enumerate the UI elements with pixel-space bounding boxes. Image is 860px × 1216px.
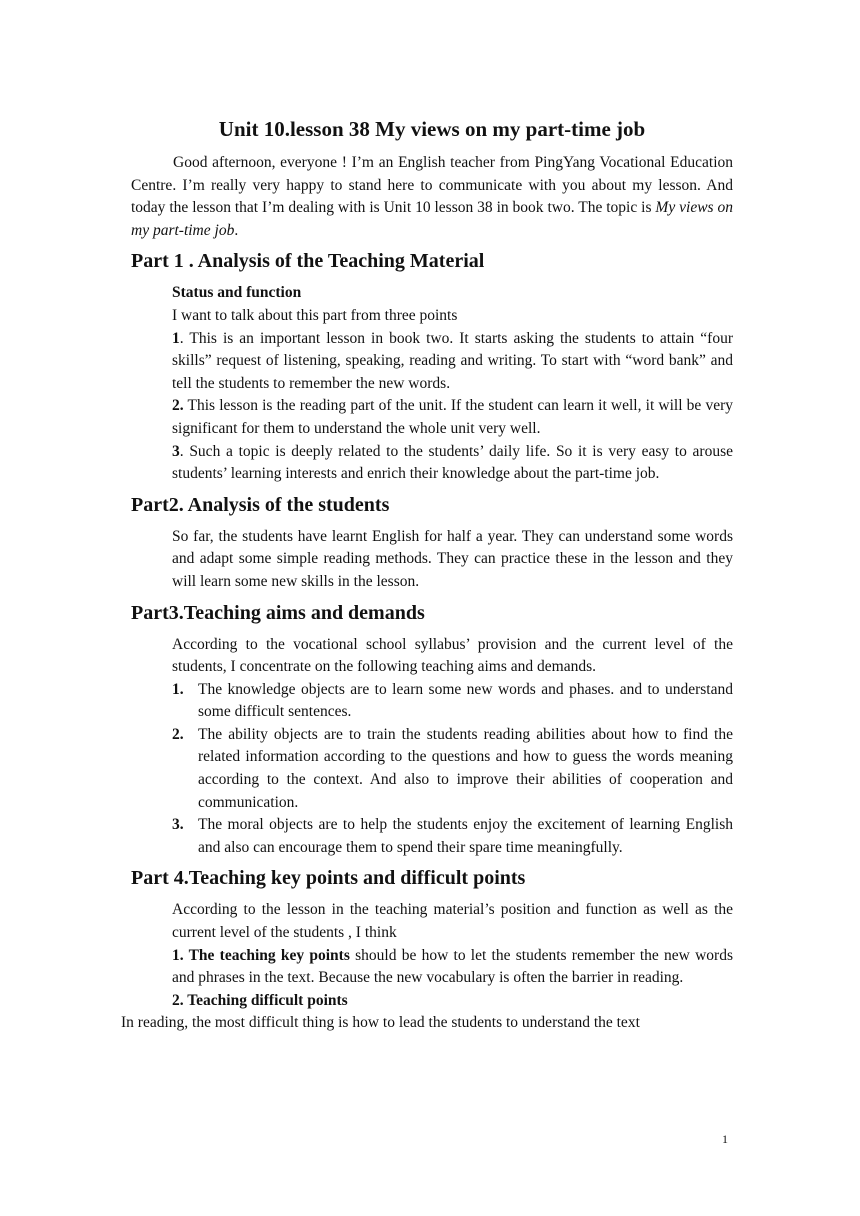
- part4-body: [131, 899, 733, 1012]
- part1-point-3: [172, 441, 733, 486]
- part3-lead: According to the vocational school syllabus’ provision and the current level of the students, I concentrate on the following teaching aims and demands.: [172, 635, 733, 676]
- list-number: 1.: [172, 680, 184, 698]
- page-number: 1: [722, 1132, 728, 1146]
- difficult-points-heading: 2. Teaching difficult points: [172, 991, 348, 1009]
- document-title: Unit 10.lesson 38 My views on my part-time job: [218, 117, 646, 141]
- part1-point-2: [172, 395, 733, 440]
- part4-lead: According to the lesson in the teaching material’s position and function as well as the current level of the students , I think: [172, 901, 733, 942]
- point-number: 2.: [172, 397, 184, 415]
- difficult-points-text: In reading, the most difficult thing is how to lead the students to understand the text: [121, 1014, 640, 1032]
- part1-subheading: Status and function: [172, 284, 302, 302]
- list-item: [172, 814, 733, 859]
- point-number: 3: [172, 442, 180, 460]
- list-number: 3.: [172, 816, 184, 834]
- point-text: . This is an important lesson in book two. It starts asking the students to attain “four skills” request of listening, speaking, reading and writing. To start with “word bank” and tell the students to remember the new words.: [172, 329, 733, 392]
- part1-body: [131, 282, 733, 485]
- list-number: 2.: [172, 725, 184, 743]
- intro-text: Good afternoon, everyone ! I’m an English teacher from PingYang Vocational Education Centre. I’m really very happy to stand here to communicate with you about my lesson. And today the lesson that I’m dealing with is Unit 10 lesson 38 in book two. The topic is: [131, 154, 733, 217]
- document-page: [121, 116, 733, 1035]
- intro-end: .: [234, 221, 239, 239]
- list-item: [172, 679, 733, 724]
- point-number: 1: [172, 329, 180, 347]
- part1-lead: I want to talk about this part from three points: [172, 306, 458, 324]
- list-item: [172, 724, 733, 814]
- list-text: The ability objects are to train the students reading abilities about how to find the related information according to the questions and how to guess the words meaning according to the context. And also to improve their abilities of cooperation and communication.: [198, 725, 733, 811]
- part1-heading: Part 1 . Analysis of the Teaching Material: [131, 250, 485, 273]
- key-points-text: should be how to let the students remember the new words and phrases in the text. Because the new vocabulary is often the barrier in reading.: [172, 946, 733, 987]
- intro-paragraph: [131, 152, 733, 242]
- intro-topic: My views on my part-time job: [131, 199, 733, 239]
- list-text: The knowledge objects are to learn some new words and phases. and to understand some difficult sentences.: [198, 680, 733, 721]
- part4-heading: Part 4.Teaching key points and difficult points: [131, 867, 526, 890]
- list-text: The moral objects are to help the students enjoy the excitement of learning English and also can encourage them to spend their spare time meaningfully.: [198, 816, 733, 856]
- point-text: This lesson is the reading part of the unit. If the student can learn it well, it will be very significant for them to understand the whole unit very well.: [172, 397, 733, 437]
- point-text: . Such a topic is deeply related to the students’ daily life. So it is very easy to arouse students’ learning interests and enrich their knowledge about the part-time job.: [172, 442, 733, 483]
- part2-body: [131, 526, 733, 594]
- part2-text: So far, the students have learnt English for half a year. They can understand some words and adapt some simple reading methods. They can practice these in the lesson and they will learn some new skills in the lesson.: [172, 527, 733, 590]
- part3-lead-block: [131, 634, 733, 679]
- part3-heading: Part3.Teaching aims and demands: [131, 601, 425, 624]
- part2-heading: Part2. Analysis of the students: [131, 493, 390, 516]
- key-points-label: 1. The teaching key points: [172, 946, 350, 964]
- part4-key-points: [172, 945, 733, 990]
- part1-point-1: [172, 328, 733, 396]
- part3-aims-list: [131, 679, 733, 860]
